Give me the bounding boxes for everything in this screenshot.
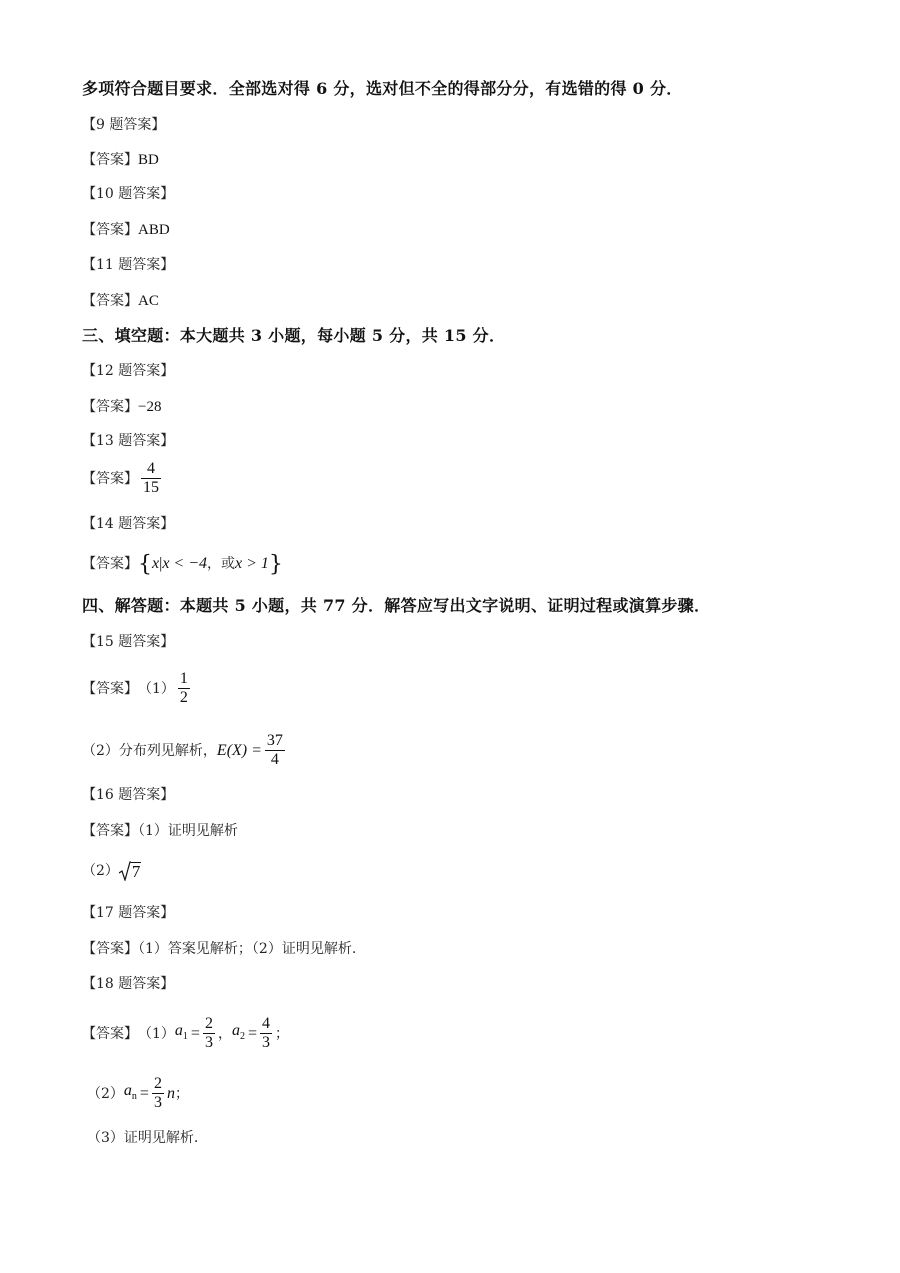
- answer-label: 【答案】: [82, 556, 138, 572]
- q17-answer-row: [82, 937, 356, 960]
- q13-fraction: [141, 460, 161, 497]
- q14-bar: |: [159, 555, 163, 572]
- q16-sqrt-value: 7: [131, 862, 141, 881]
- q18-part1-row: [82, 1015, 289, 1052]
- q18-part1-label: （1）: [138, 1025, 175, 1042]
- answer-label: 【答案】: [82, 680, 138, 697]
- q16-part1-row: [82, 819, 238, 842]
- answer-label: 【答案】: [82, 152, 138, 168]
- answer-label: 【答案】: [82, 1025, 138, 1042]
- q18-comma: ，: [217, 1025, 232, 1042]
- q12-answer-row: [82, 395, 161, 418]
- q15-ex-denominator: 4: [270, 751, 279, 768]
- q17-answer: （1）答案见解析；（2）证明见解析.: [138, 941, 357, 957]
- equals-sign: =: [190, 1024, 200, 1042]
- q15-expectation: E(X) =: [216, 741, 262, 759]
- q16-part2-row: [82, 860, 141, 882]
- answer-label: 【答案】: [82, 470, 138, 487]
- q16-part2-label: （2）: [82, 863, 119, 879]
- q10-answer: ABD: [138, 222, 170, 238]
- q13-header: 【13 题答案】: [82, 433, 175, 449]
- q9-header: 【9 题答案】: [82, 117, 166, 133]
- q18-a1-denominator: 3: [204, 1034, 213, 1051]
- q11-answer-row: [82, 289, 159, 312]
- q18-semicolon2: ；: [174, 1085, 189, 1102]
- q18-an-denominator: 3: [153, 1094, 162, 1111]
- q9-answer-row: [82, 148, 159, 171]
- q14-cond1: x < −4: [162, 555, 208, 572]
- q16-header: 【16 题答案】: [82, 787, 175, 803]
- q9-answer: BD: [138, 152, 159, 168]
- q18-a1-fraction: [203, 1015, 215, 1052]
- answer-label: 【答案】: [82, 941, 138, 957]
- q15-p1-numerator: 1: [179, 670, 188, 687]
- q15-p1-fraction: [178, 670, 190, 707]
- q18-an-var: n: [166, 1084, 175, 1102]
- q18-semicolon: ；: [274, 1025, 289, 1042]
- q15-part2-row: [82, 732, 288, 769]
- intro-line: 多项符合题目要求．全部选对得 6 分，选对但不全的得部分分，有选错的得 0 分．: [82, 79, 683, 98]
- answer-label: 【答案】: [82, 823, 138, 839]
- q17-header: 【17 题答案】: [82, 905, 175, 921]
- q18-a2-fraction: [260, 1015, 272, 1052]
- q18-part2-row: [82, 1075, 189, 1112]
- q18-an-fraction: [152, 1075, 164, 1112]
- q10-header: 【10 题答案】: [82, 186, 175, 202]
- q18-a1: $a_1$: [174, 1021, 188, 1042]
- q13-numerator: 4: [141, 460, 161, 479]
- q15-part2-text: （2）分布列见解析，: [82, 742, 217, 759]
- q15-part1-label: （1）: [138, 680, 175, 697]
- q14-or: ，或: [207, 556, 236, 572]
- q12-header: 【12 题答案】: [82, 363, 175, 379]
- q14-header: 【14 题答案】: [82, 516, 175, 532]
- q14-answer-row: [82, 552, 283, 576]
- q11-answer: AC: [138, 293, 159, 309]
- q18-part2-label: （2）: [87, 1085, 124, 1102]
- q15-header: 【15 题答案】: [82, 634, 175, 650]
- left-brace: {: [138, 552, 152, 577]
- section4-title: 四、解答题：本题共 5 小题，共 77 分．解答应写出文字说明、证明过程或演算步骤．: [82, 596, 711, 615]
- q15-p1-denominator: 2: [179, 689, 188, 706]
- q15-ex-numerator: 37: [266, 732, 283, 749]
- q10-answer-row: [82, 218, 170, 241]
- q18-an-numerator: 2: [153, 1075, 162, 1092]
- q11-header: 【11 题答案】: [82, 257, 175, 273]
- equals-sign: =: [247, 1024, 257, 1042]
- q18-part3: （3）证明见解析.: [87, 1130, 199, 1146]
- q18-a1-numerator: 2: [204, 1015, 213, 1032]
- q15-part1-row: [82, 670, 193, 707]
- equals-sign: =: [139, 1084, 149, 1102]
- q15-ex-fraction: [265, 732, 285, 769]
- right-brace: }: [268, 552, 283, 577]
- q18-a2-denominator: 3: [261, 1034, 270, 1051]
- answer-label: 【答案】: [82, 293, 138, 309]
- q13-denominator: 15: [143, 479, 159, 496]
- q12-answer: −28: [138, 399, 162, 415]
- q14-cond2: x > 1: [235, 555, 269, 572]
- radical-sign-icon: [119, 861, 131, 881]
- answer-label: 【答案】: [82, 222, 138, 238]
- q18-header: 【18 题答案】: [82, 976, 175, 992]
- q14-var: x: [152, 555, 160, 572]
- q18-an: $a_n$: [123, 1081, 137, 1102]
- q18-a2-numerator: 4: [261, 1015, 270, 1032]
- q18-a2: $a_2$: [231, 1021, 245, 1042]
- q13-answer-row: [82, 460, 164, 497]
- answer-label: 【答案】: [82, 399, 138, 415]
- q16-part1: （1）证明见解析: [138, 823, 238, 839]
- section3-title: 三、填空题：本大题共 3 小题，每小题 5 分，共 15 分．: [82, 326, 506, 345]
- sqrt-expression: [119, 861, 142, 881]
